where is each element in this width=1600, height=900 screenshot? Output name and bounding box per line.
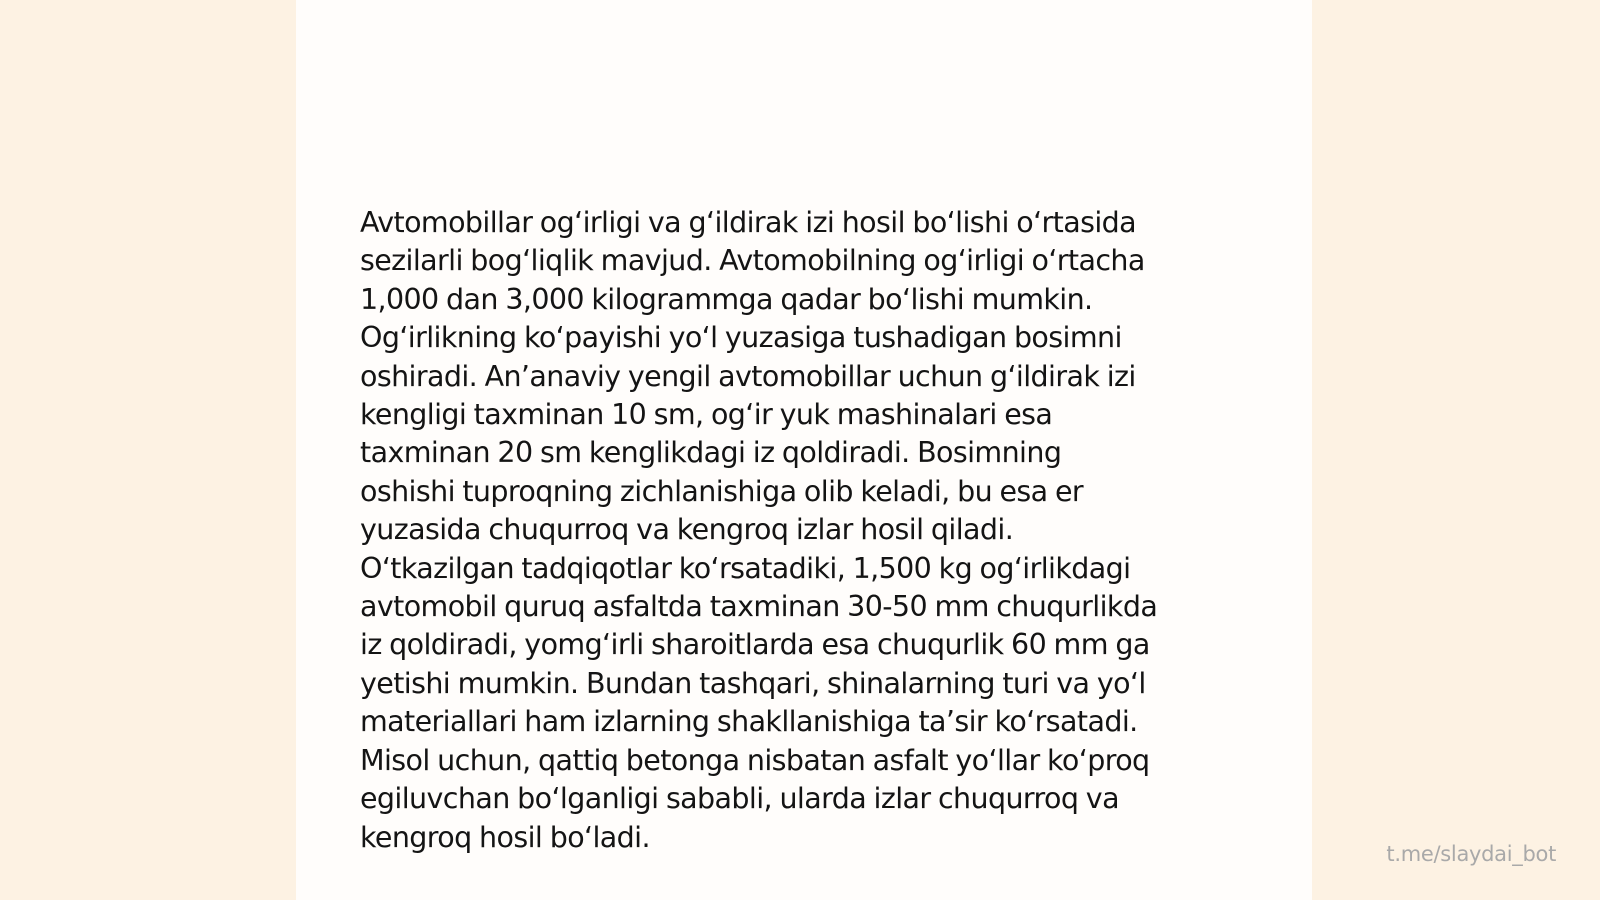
paragraph-line: taxminan 20 sm kenglikdagi iz qoldiradi. Bosimning <box>360 436 1062 470</box>
paragraph-line: yuzasida chuqurroq va kengroq izlar hosil qiladi. <box>360 513 1014 547</box>
paragraph-line: iz qoldiradi, yomg‘irli sharoitlarda esa chuqurlik 60 mm ga <box>360 628 1150 662</box>
paragraph-line: Misol uchun, qattiq betonga nisbatan asfalt yo‘llar ko‘proq <box>360 743 1150 777</box>
paragraph-line: materiallari ham izlarning shakllanishiga ta’sir ko‘rsatadi. <box>360 705 1138 739</box>
paragraph-line: oshishi tuproqning zichlanishiga olib keladi, bu esa er <box>360 474 1084 508</box>
paragraph-line: 1,000 dan 3,000 kilogrammga qadar bo‘lishi mumkin. <box>360 282 1093 316</box>
paragraph-line: avtomobil quruq asfaltda taxminan 30-50 mm chuqurlikda <box>360 590 1158 624</box>
paragraph-line: Avtomobillar og‘irligi va g‘ildirak izi hosil bo‘lishi o‘rtasida <box>360 206 1137 239</box>
paragraph-line: egiluvchan bo‘lganligi sababli, ularda izlar chuqurroq va <box>360 782 1119 816</box>
paragraph-line: yetishi mumkin. Bundan tashqari, shinalarning turi va yo‘l <box>360 666 1146 700</box>
paragraph-line: kengligi taxminan 10 sm, og‘ir yuk mashinalari esa <box>360 398 1053 432</box>
paragraph-line: O‘tkazilgan tadqiqotlar ko‘rsatadiki, 1,500 kg og‘irlikdagi <box>360 551 1131 585</box>
paragraph-line: Og‘irlikning ko‘payishi yo‘l yuzasiga tushadigan bosimni <box>360 321 1122 355</box>
right-margin-background <box>1312 0 1600 900</box>
watermark-link[interactable]: t.me/slaydai_bot <box>1386 842 1556 866</box>
body-paragraph <box>360 204 1260 857</box>
paragraph-line: sezilarli bog‘liqlik mavjud. Avtomobilning og‘irligi o‘rtacha <box>360 244 1145 278</box>
paragraph-line: kengroq hosil bo‘ladi. <box>360 820 650 854</box>
paragraph-line: oshiradi. An’anaviy yengil avtomobillar uchun g‘ildirak izi <box>360 359 1136 393</box>
left-margin-background <box>0 0 296 900</box>
